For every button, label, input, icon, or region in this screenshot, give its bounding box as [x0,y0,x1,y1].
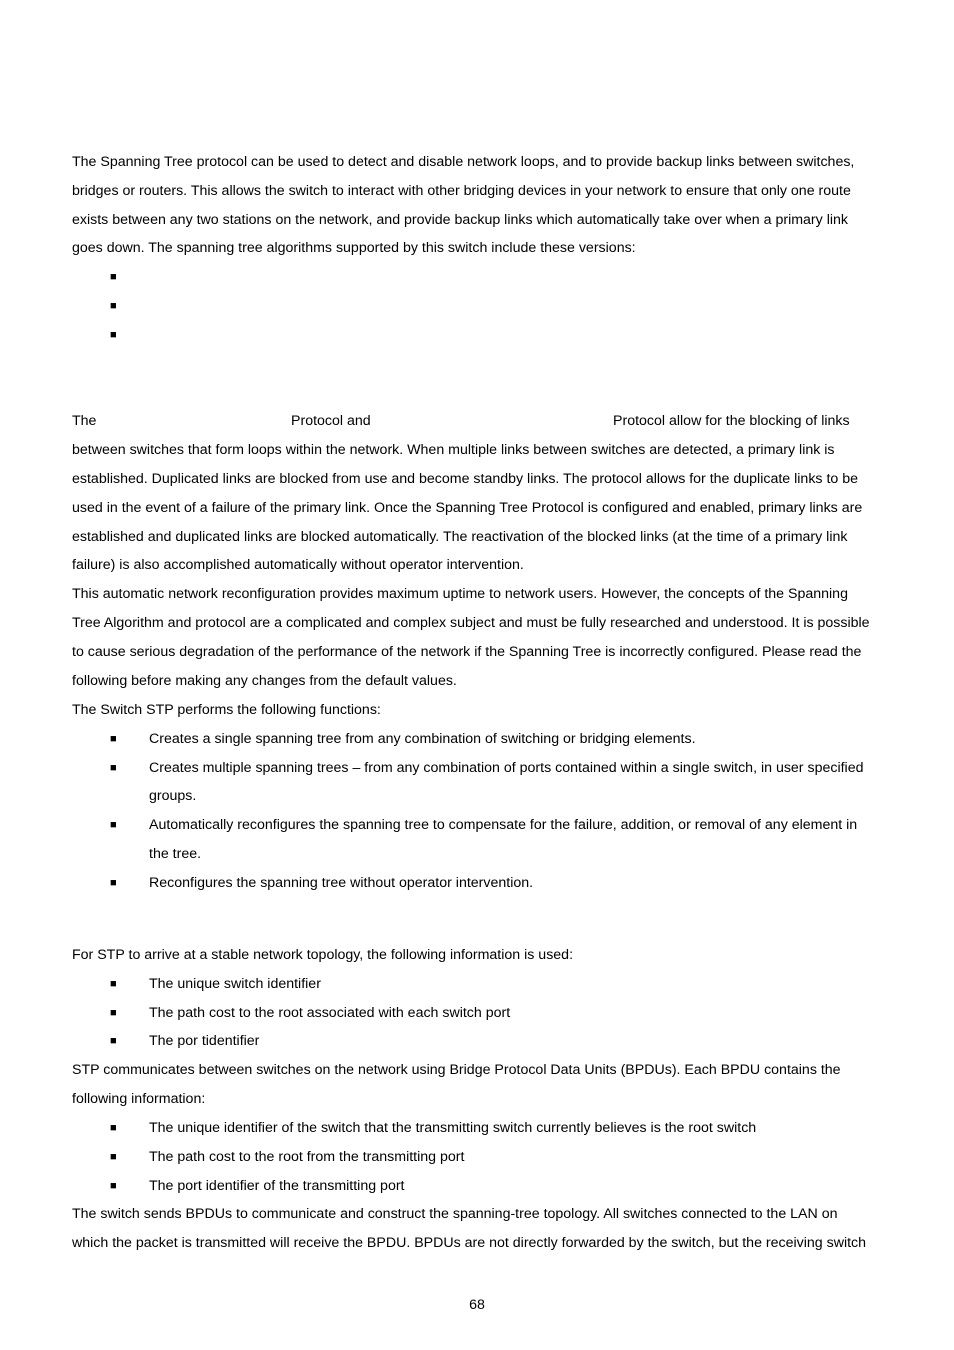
bullet-icon: ■ [110,300,117,312]
blocking-line: used in the event of a failure of the primary link. Once the Spanning Tree Protocol is configured and enabled, primary links are [72,500,863,516]
topology-item: The unique switch identifier [149,976,321,992]
bpdu-item: The unique identifier of the switch that the transmitting switch currently believes is the root switch [149,1120,757,1136]
bullet-icon: ■ [110,1035,117,1047]
bpdu-item: The port identifier of the transmitting port [149,1178,405,1194]
closing-line: The switch sends BPDUs to communicate and construct the spanning-tree topology. All switches connected to the LAN on [72,1206,838,1222]
reconfig-line: following before making any changes from the default values. [72,673,457,689]
page-number: 68 [469,1297,485,1313]
blocking-frag-protocol-allow: Protocol allow for the blocking of links [613,413,850,429]
blocking-line: established. Duplicated links are blocked from use and become standby links. The protocol allows for the duplicate links to be [72,471,858,487]
intro-line: The Spanning Tree protocol can be used to detect and disable network loops, and to provide backup links between switches, [72,154,855,170]
bpdu-item: The path cost to the root from the transmitting port [149,1149,465,1165]
blocking-line: between switches that form loops within the network. When multiple links between switches are detected, a primary link is [72,442,835,458]
bullet-icon: ■ [110,733,117,745]
bullet-icon: ■ [110,329,117,341]
topology-item: The por tidentifier [149,1033,260,1049]
reconfig-line: Tree Algorithm and protocol are a complicated and complex subject and must be fully researched and understood. It is possible [72,615,870,631]
function-item: Creates multiple spanning trees – from any combination of ports contained within a single switch, in user specified [149,760,864,776]
bullet-icon: ■ [110,1122,117,1134]
reconfig-line: This automatic network reconfiguration provides maximum uptime to network users. However, the concepts of the Spanning [72,586,848,602]
blocking-line: failure) is also accomplished automatically without operator intervention. [72,557,524,573]
function-item: Creates a single spanning tree from any combination of switching or bridging elements. [149,731,696,747]
bpdu-line: following information: [72,1091,206,1107]
bullet-icon: ■ [110,877,117,889]
functions-intro: The Switch STP performs the following functions: [72,702,381,718]
function-item: Reconfigures the spanning tree without operator intervention. [149,875,534,891]
intro-line: goes down. The spanning tree algorithms supported by this switch include these versions: [72,240,636,256]
function-item-continued: groups. [149,788,197,804]
closing-line: which the packet is transmitted will receive the BPDU. BPDUs are not directly forwarded by the switch, but the receiving switch [72,1235,867,1251]
bullet-icon: ■ [110,819,117,831]
intro-line: exists between any two stations on the network, and provide backup links which automatically take over when a primary link [72,212,848,228]
bullet-icon: ■ [110,1151,117,1163]
topology-item: The path cost to the root associated with each switch port [149,1005,511,1021]
function-item: Automatically reconfigures the spanning tree to compensate for the failure, addition, or removal of any element in [149,817,858,833]
bullet-icon: ■ [110,1007,117,1019]
bullet-icon: ■ [110,1180,117,1192]
intro-line: bridges or routers. This allows the switch to interact with other bridging devices in your network to ensure that only one route [72,183,851,199]
topology-intro: For STP to arrive at a stable network topology, the following information is used: [72,947,574,963]
reconfig-line: to cause serious degradation of the performance of the network if the Spanning Tree is incorrectly configured. Please read the [72,644,862,660]
function-item-continued: the tree. [149,846,202,862]
bullet-icon: ■ [110,978,117,990]
bullet-icon: ■ [110,271,117,283]
blocking-frag-the: The [72,413,97,429]
blocking-line: established and duplicated links are blocked automatically. The reactivation of the blocked links (at the time of a primary link [72,529,848,545]
bpdu-line: STP communicates between switches on the network using Bridge Protocol Data Units (BPDUs). Each BPDU contains the [72,1062,841,1078]
blocking-frag-protocol-and: Protocol and [291,413,371,429]
bullet-icon: ■ [110,762,117,774]
